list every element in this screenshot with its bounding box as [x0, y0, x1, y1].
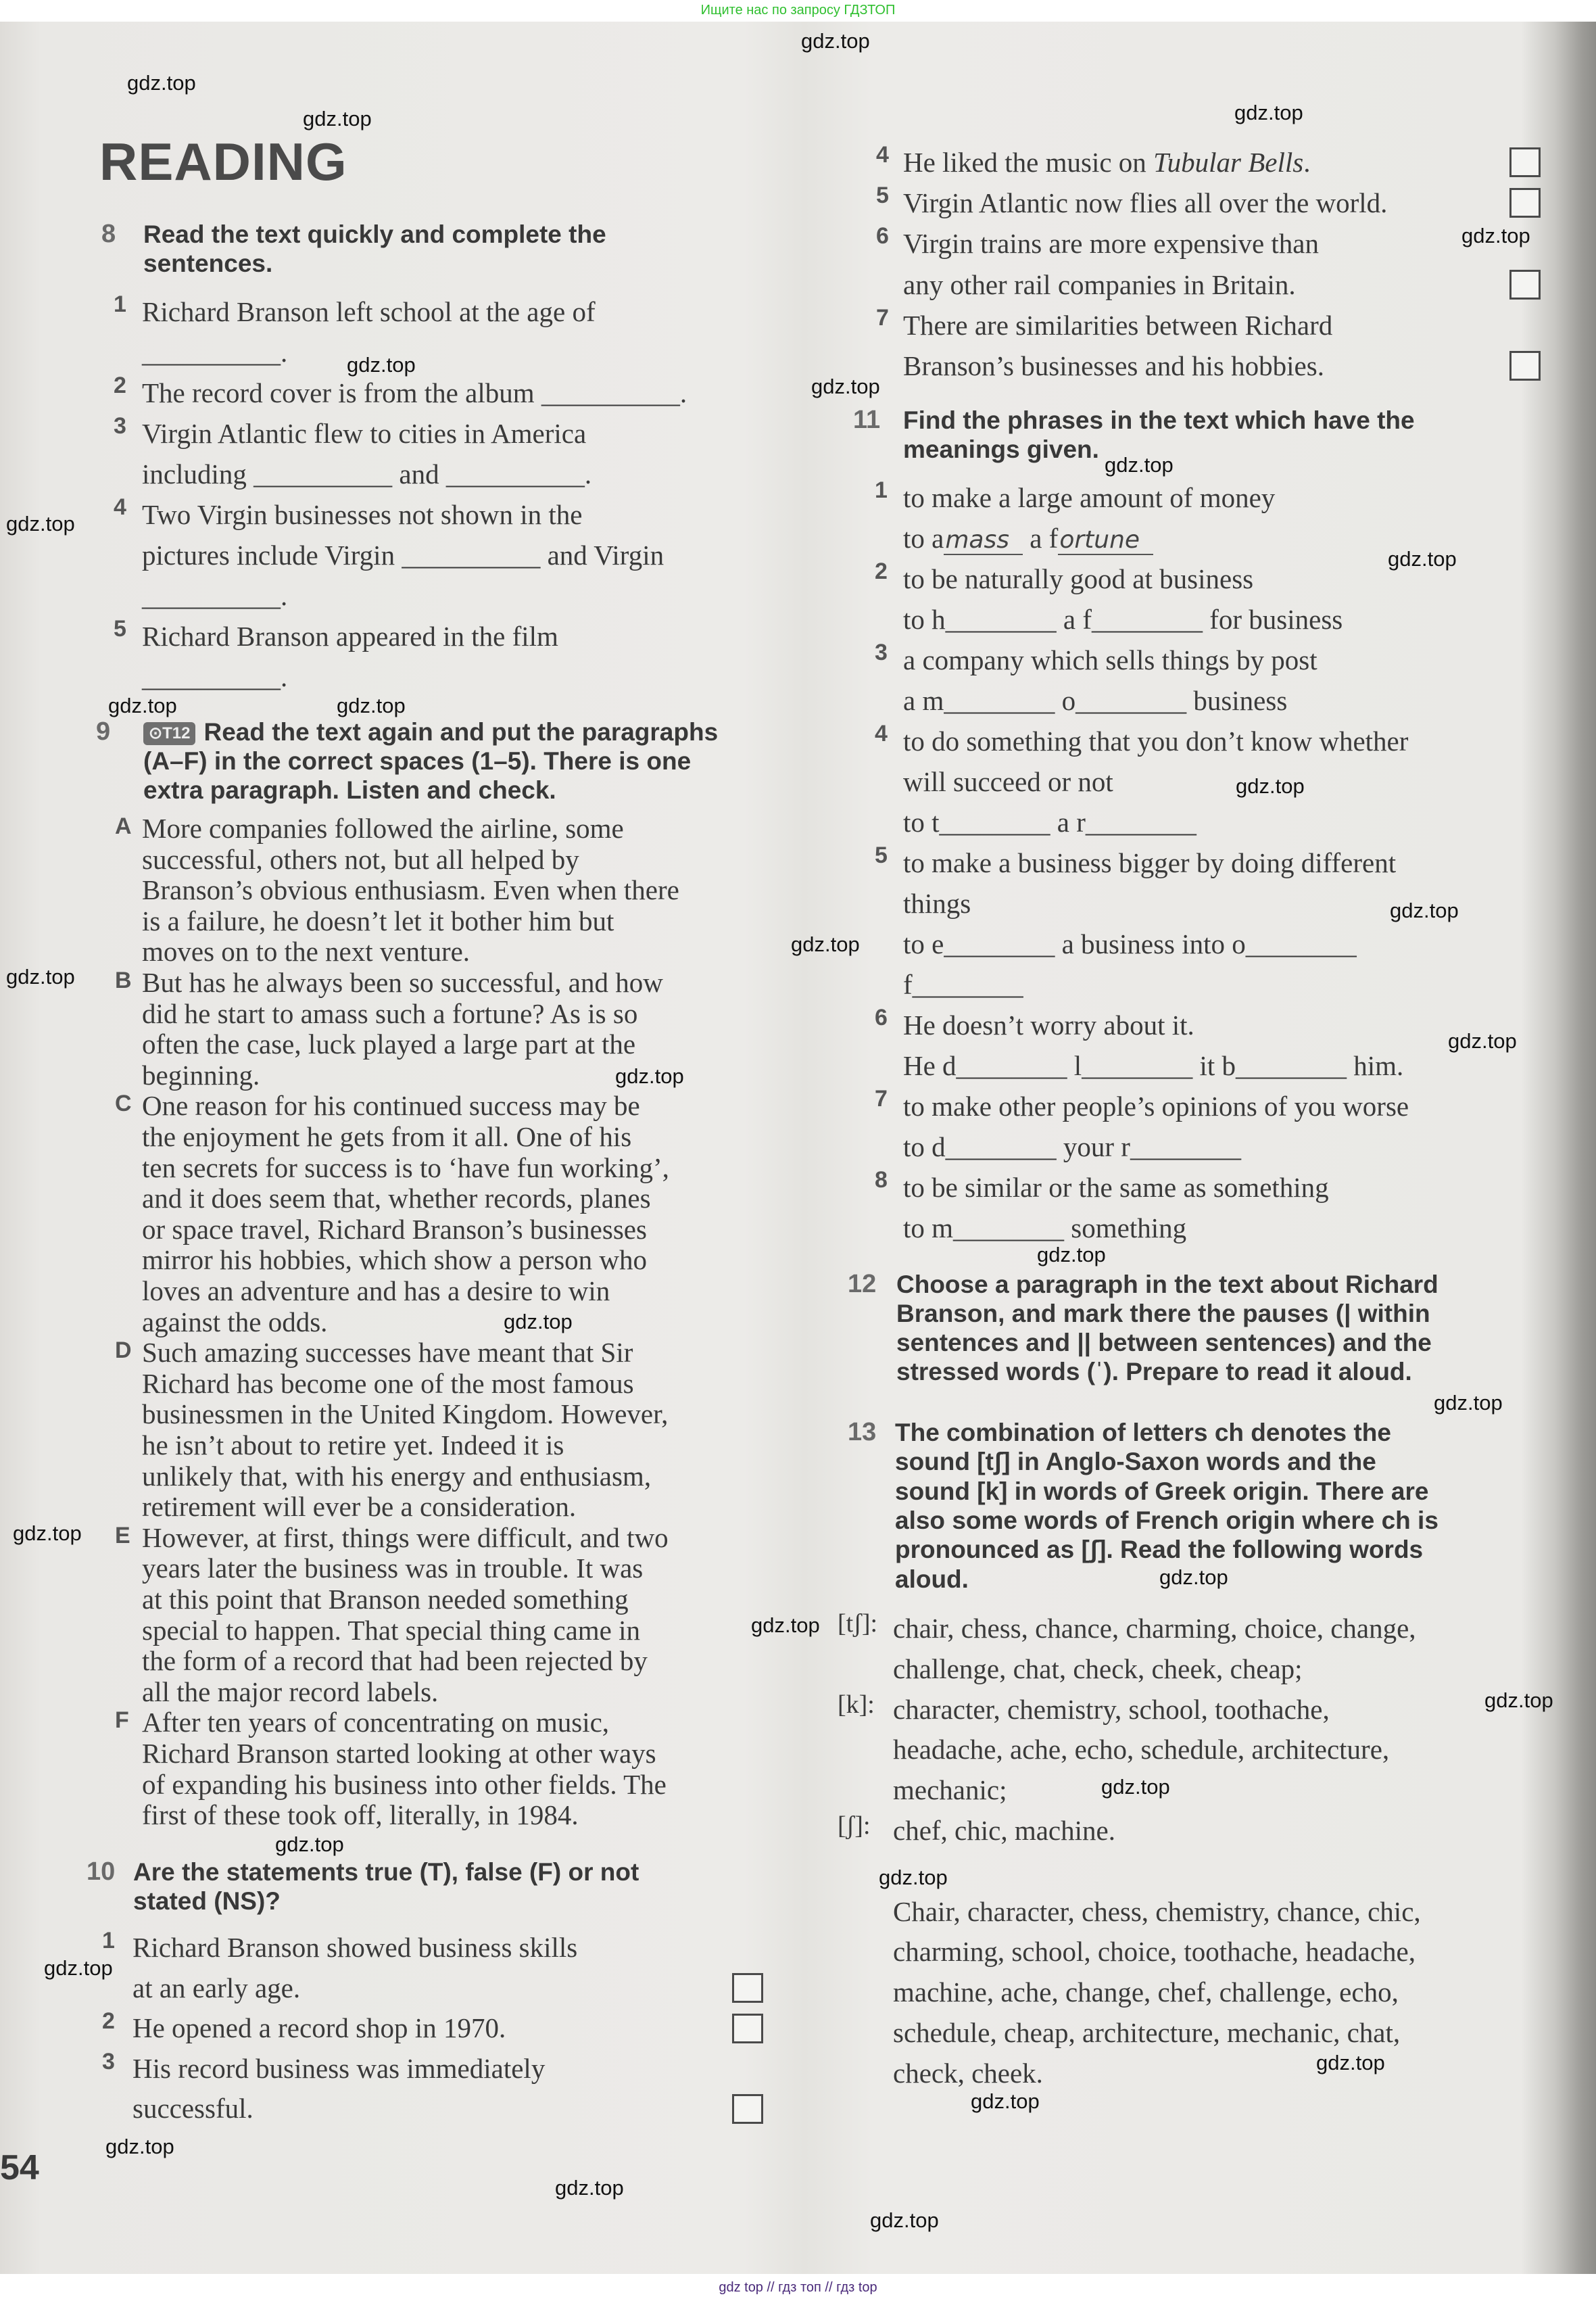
watermark: gdz.top: [13, 1521, 82, 1545]
text-line: [142, 1029, 635, 1060]
item-text: to do something that you don’t know whether: [903, 726, 1409, 757]
item-text: special to happen. That special thing came in: [142, 1614, 640, 1646]
heading-text: sound [tʃ] in Anglo-Saxon words and the: [895, 1448, 1376, 1476]
item-text: Richard Branson started looking at other ways: [142, 1738, 656, 1769]
text-line: [142, 1738, 656, 1770]
item-text: he isn’t about to retire yet. Indeed it is: [142, 1429, 564, 1461]
watermark: gdz.top: [1159, 1565, 1228, 1589]
item-number: 5: [114, 616, 126, 642]
text-line: [875, 1167, 1329, 1208]
text-line: [903, 599, 1343, 640]
exercise-number: 11: [853, 406, 881, 434]
watermark: gdz.top: [1388, 547, 1457, 571]
text-line: [896, 1299, 1430, 1328]
item-text: Richard Branson left school at the age of: [142, 296, 596, 327]
heading-text: sentences and || between sentences) and the: [896, 1329, 1432, 1356]
sound-label: [tʃ]:: [838, 1609, 878, 1638]
text-line: [893, 1730, 1389, 1770]
item-number: A: [115, 813, 132, 839]
text-line: [903, 761, 1113, 802]
item-text: One reason for his continued success may be: [142, 1090, 640, 1122]
item-text: will succeed or not: [903, 766, 1113, 797]
text-line: [903, 518, 1153, 559]
watermark: gdz.top: [44, 1956, 113, 1980]
item-text: years later the business was in trouble. It was: [142, 1552, 644, 1584]
watermark: gdz.top: [801, 29, 870, 53]
text-line: [132, 2089, 253, 2129]
item-text: Virgin trains are more expensive than: [903, 228, 1319, 260]
heading-text: Branson, and mark there the pauses (| within: [896, 1300, 1430, 1327]
text-line: [903, 1126, 1241, 1167]
text-line: [903, 435, 1099, 464]
text-line: [142, 1461, 651, 1492]
item-text: at an early age.: [132, 1972, 301, 2003]
text-line: [142, 454, 591, 494]
item-text: against the odds.: [142, 1306, 328, 1337]
text-line: [903, 1208, 1186, 1248]
watermark: gdz.top: [275, 1832, 344, 1856]
item-text: The record cover is from the album __________.: [142, 377, 687, 408]
item-text: Such amazing successes have meant that Sir: [142, 1337, 633, 1369]
item-text: to a: [903, 523, 944, 554]
text-line: [142, 1060, 260, 1091]
text-line: [903, 802, 1196, 843]
item-text: Branson’s businesses and his hobbies.: [903, 350, 1324, 381]
text-line: [115, 1707, 610, 1738]
item-text: is a failure, he doesn’t let it bother him but: [142, 905, 614, 936]
item-text: and it does seem that, whether records, planes: [142, 1183, 651, 1214]
item-text: unlikely that, with his energy and enthusiasm,: [142, 1460, 652, 1492]
watermark: gdz.top: [751, 1613, 820, 1637]
item-number: 4: [875, 721, 888, 746]
watermark: gdz.top: [108, 694, 177, 717]
italic-title: Tubular Bells: [1153, 147, 1304, 178]
heading-text: also some words of French origin where ch is: [895, 1506, 1438, 1534]
item-text: He d________ l________ it b________ him.: [903, 1050, 1404, 1081]
item-number: B: [115, 968, 132, 993]
item-text: to make a business bigger by doing different: [903, 847, 1397, 878]
text-line: [142, 1153, 669, 1184]
item-text: to d________ your r________: [903, 1131, 1241, 1162]
answer-checkbox[interactable]: [1509, 188, 1541, 218]
item-text: to h________ a f________ for business: [903, 604, 1343, 635]
item-text: a m________ o________ business: [903, 685, 1288, 716]
text-line: [114, 291, 596, 332]
answer-checkbox[interactable]: [732, 2094, 763, 2124]
watermark: gdz.top: [6, 512, 75, 536]
heading-text: The combination of letters ch denotes the: [895, 1419, 1391, 1446]
heading-text: aloud.: [895, 1565, 969, 1593]
item-number: 3: [875, 640, 888, 665]
item-text: f________: [903, 969, 1023, 1000]
item-text: businessmen in the United Kingdom. However,: [142, 1398, 669, 1430]
text-line: [875, 640, 1317, 680]
watermark: gdz.top: [1105, 453, 1174, 477]
item-text: often the case, luck played a large part at the: [142, 1028, 636, 1060]
text-line: [114, 494, 583, 535]
text-line: [142, 575, 287, 616]
watermark: gdz.top: [615, 1064, 684, 1088]
item-number: 5: [875, 843, 888, 868]
text-line: [903, 406, 1415, 435]
watermark: gdz.top: [105, 2135, 174, 2158]
item-text: the form of a record that had been rejected by: [142, 1645, 648, 1677]
item-text: to m________ something: [903, 1212, 1187, 1243]
item-text: successful, others not, but all helped by: [142, 843, 579, 875]
item-text: However, at first, things were difficult, and two: [142, 1521, 669, 1553]
text-line: [142, 845, 579, 876]
item-number: 4: [114, 494, 126, 520]
item-text: ten secrets for success is to ‘have fun working’,: [142, 1152, 669, 1183]
watermark: gdz.top: [347, 353, 416, 377]
item-number: 5: [876, 183, 889, 209]
watermark: gdz.top: [1234, 101, 1303, 124]
item-text: mirror his hobbies, which show a person who: [142, 1244, 648, 1276]
text-line: [143, 746, 691, 776]
item-number: F: [115, 1707, 129, 1734]
item-text: machine, ache, change, chef, challenge, echo,: [893, 1976, 1399, 2008]
watermark: gdz.top: [791, 932, 860, 956]
text-line: [903, 883, 971, 924]
item-number: 3: [114, 413, 126, 439]
watermark: gdz.top: [6, 965, 75, 989]
text-line: [903, 346, 1324, 386]
text-line: [875, 843, 1397, 883]
text-line: [142, 1399, 668, 1430]
text-line: [896, 1357, 1412, 1386]
section-title: READING: [99, 132, 347, 191]
item-text: Virgin Atlantic flew to cities in America: [142, 418, 587, 449]
item-text: loves an adventure and has a desire to win: [142, 1275, 610, 1306]
text-line: [115, 967, 663, 999]
text-line: [875, 1086, 1409, 1126]
text-line: [903, 964, 1023, 1005]
item-text: There are similarities between Richard: [903, 309, 1333, 341]
item-text: Virgin Atlantic now flies all over the world.: [903, 187, 1388, 219]
text-line: [838, 1811, 1115, 1851]
item-text: chef, chic, machine.: [893, 1815, 1115, 1846]
watermark: gdz.top: [1448, 1029, 1517, 1053]
text-line: [142, 1307, 327, 1338]
watermark: gdz.top: [303, 107, 372, 131]
item-number: 7: [876, 304, 889, 331]
item-number: 2: [875, 559, 888, 584]
exercise-number: 12: [848, 1270, 877, 1298]
text-line: [895, 1418, 1391, 1447]
audio-track-badge: ⊙T12: [143, 722, 195, 745]
item-text: Two Virgin businesses not shown in the: [142, 499, 583, 530]
text-line: [142, 1677, 438, 1708]
heading-text: Read the text again and put the paragraphs: [203, 718, 719, 746]
exercise-number: 13: [848, 1418, 877, 1446]
item-text: the enjoyment he gets from it all. One of his: [142, 1121, 632, 1152]
text-line: [876, 304, 1333, 346]
handwritten-answer[interactable]: ortune: [1058, 526, 1153, 555]
text-line: [114, 616, 558, 657]
exercise-number: 8: [101, 220, 116, 248]
watermark: gdz.top: [879, 1866, 948, 1889]
item-text: a f: [1022, 523, 1059, 554]
text-line: [142, 1183, 651, 1214]
watermark: gdz.top: [1390, 899, 1459, 922]
heading-text: (A–F) in the correct spaces (1–5). There is one: [143, 747, 692, 775]
text-line: [875, 721, 1409, 761]
heading-text: sentences.: [143, 250, 273, 277]
watermark: gdz.top: [870, 2208, 939, 2232]
item-text: He doesn’t worry about it.: [903, 1010, 1194, 1041]
item-text: Richard Branson showed business skills: [132, 1932, 578, 1963]
text-line: [876, 223, 1319, 264]
heading-text: Find the phrases in the text which have the: [903, 406, 1415, 434]
item-text: a company which sells things by post: [903, 644, 1317, 675]
item-text: all the major record labels.: [142, 1676, 439, 1707]
text-line: [895, 1447, 1376, 1476]
item-text: beginning.: [142, 1059, 260, 1091]
item-text: schedule, cheap, architecture, mechanic, chat,: [893, 2017, 1401, 2048]
item-text: character, chemistry, school, toothache,: [893, 1693, 1330, 1725]
text-line: [142, 1369, 634, 1400]
watermark: gdz.top: [337, 694, 406, 717]
item-number: E: [115, 1522, 130, 1548]
text-line: [102, 1928, 578, 1968]
item-text: to e________ a business into o________: [903, 928, 1357, 959]
heading-text: Read the text quickly and complete the: [143, 220, 606, 248]
exercise-number: 9: [96, 717, 111, 746]
item-text: .: [1303, 147, 1311, 178]
watermark: gdz.top: [127, 71, 196, 95]
text-line: [895, 1477, 1428, 1506]
text-line: [142, 1770, 667, 1801]
text-line: [142, 906, 614, 937]
answer-checkbox[interactable]: [1509, 351, 1541, 381]
text-line: [143, 717, 718, 746]
text-line: [143, 249, 272, 278]
text-line: [142, 1122, 631, 1153]
item-text: to make other people’s opinions of you worse: [903, 1091, 1409, 1122]
item-number: 1: [875, 477, 888, 503]
answer-checkbox[interactable]: [1509, 270, 1541, 300]
item-text: He liked the music on: [903, 147, 1154, 178]
text-line: [876, 183, 1388, 223]
text-line: [893, 1932, 1416, 1972]
text-line: [876, 142, 1311, 183]
text-line: [115, 1337, 633, 1369]
watermark: gdz.top: [971, 2089, 1040, 2113]
text-line: [142, 1553, 643, 1584]
text-line: [143, 776, 556, 805]
item-text: to be naturally good at business: [903, 563, 1254, 594]
watermark: gdz.top: [811, 375, 880, 398]
item-text: pictures include Virgin __________ and Virgin: [142, 540, 664, 571]
text-line: [102, 2008, 506, 2049]
text-line: [838, 1690, 1330, 1730]
item-text: challenge, chat, check, cheek, cheap;: [893, 1653, 1303, 1684]
text-line: [896, 1328, 1432, 1357]
answer-checkbox[interactable]: [732, 2014, 763, 2043]
text-line: [875, 477, 1276, 518]
item-text: to make a large amount of money: [903, 482, 1276, 513]
item-text: chair, chess, chance, charming, choice, change,: [893, 1613, 1416, 1644]
heading-text: stressed words (ˈ). Prepare to read it aloud.: [896, 1358, 1412, 1385]
item-text: retirement will ever be a consideration.: [142, 1491, 577, 1523]
bottom-banner: gdz top // гдз топ // гдз top: [719, 2280, 877, 2295]
page-number: 54: [0, 2148, 39, 2187]
text-line: [114, 373, 687, 413]
text-line: [895, 1565, 969, 1594]
item-text: of expanding his business into other fields. The: [142, 1768, 667, 1800]
text-line: [142, 1245, 647, 1276]
text-line: [115, 1521, 669, 1554]
item-number: 3: [102, 2048, 115, 2074]
item-text: including __________ and __________.: [142, 458, 592, 490]
text-line: [142, 332, 287, 373]
item-text: to be similar or the same as something: [903, 1172, 1329, 1203]
text-line: [132, 1968, 300, 2009]
item-text: any other rail companies in Britain.: [903, 268, 1296, 300]
text-line: [142, 875, 679, 906]
text-line: [893, 1892, 1421, 1932]
item-text: His record business was immediately: [132, 2052, 546, 2084]
watermark: gdz.top: [1037, 1243, 1106, 1266]
item-number: 1: [102, 1928, 115, 1953]
item-text: did he start to amass such a fortune? As is so: [142, 997, 638, 1029]
text-line: [903, 680, 1287, 721]
top-banner: Ищите нас по запросу ГДЗТОП: [700, 3, 896, 18]
item-text: headache, ache, echo, schedule, architecture,: [893, 1734, 1390, 1765]
item-number: 7: [875, 1086, 888, 1112]
text-line: [838, 1609, 1416, 1649]
text-line: [142, 1276, 610, 1307]
watermark: gdz.top: [1484, 1688, 1553, 1712]
item-text: __________.: [142, 580, 288, 611]
text-line: [903, 924, 1357, 964]
text-line: [142, 1584, 629, 1615]
item-number: 4: [876, 142, 889, 168]
text-line: [142, 1800, 579, 1831]
text-line: [903, 264, 1296, 305]
item-text: After ten years of concentrating on music,: [142, 1707, 610, 1738]
handwritten-answer[interactable]: mass: [944, 526, 1023, 555]
text-line: [102, 2048, 546, 2089]
item-number: 2: [102, 2008, 115, 2035]
item-number: 6: [876, 223, 889, 250]
text-line: [875, 559, 1254, 599]
item-text: successful.: [132, 2093, 253, 2125]
sound-label: [ʃ]:: [838, 1811, 871, 1840]
watermark: gdz.top: [504, 1310, 573, 1333]
watermark: gdz.top: [1101, 1775, 1170, 1799]
answer-checkbox[interactable]: [732, 1973, 763, 2003]
item-text: moves on to the next venture.: [142, 936, 470, 968]
heading-text: meanings given.: [903, 435, 1099, 463]
item-text: to t________ a r________: [903, 807, 1196, 838]
item-text: charming, school, choice, toothache, headache,: [893, 1936, 1416, 1968]
item-number: 1: [114, 291, 126, 317]
watermark: gdz.top: [1434, 1391, 1503, 1415]
text-line: [893, 2054, 1043, 2094]
item-text: mechanic;: [893, 1774, 1007, 1806]
text-line: [903, 1045, 1403, 1086]
item-text: Chair, character, chess, chemistry, chance, chic,: [893, 1895, 1421, 1927]
text-line: [895, 1535, 1423, 1564]
item-text: __________.: [142, 661, 288, 692]
item-text: But has he always been so successful, and how: [142, 967, 663, 998]
item-text: Richard Branson appeared in the film: [142, 621, 558, 652]
text-line: [895, 1506, 1438, 1535]
heading-text: stated (NS)?: [133, 1887, 281, 1915]
text-line: [142, 1492, 576, 1523]
text-line: [142, 1430, 564, 1461]
text-line: [115, 1090, 640, 1122]
text-line: [143, 220, 606, 249]
item-text: at this point that Branson needed something: [142, 1584, 629, 1615]
heading-text: pronounced as [ʃ]. Read the following words: [895, 1536, 1424, 1564]
text-line: [142, 1214, 647, 1246]
text-line: [142, 999, 637, 1030]
watermark: gdz.top: [1236, 774, 1305, 798]
watermark: gdz.top: [1316, 2051, 1385, 2074]
item-number: D: [115, 1337, 132, 1364]
text-line: [875, 1005, 1194, 1045]
item-text: More companies followed the airline, some: [142, 813, 624, 844]
heading-text: Are the statements true (T), false (F) or not: [133, 1858, 639, 1886]
item-text: things: [903, 888, 971, 919]
item-number: 8: [875, 1167, 888, 1193]
watermark: gdz.top: [555, 2176, 624, 2200]
item-text: or space travel, Richard Branson’s businesses: [142, 1213, 647, 1245]
item-text: check, cheek.: [893, 2057, 1043, 2089]
item-number: 2: [114, 373, 126, 398]
text-line: [142, 535, 664, 575]
item-text: first of these took off, literally, in 1984.: [142, 1799, 579, 1831]
text-line: [133, 1887, 281, 1916]
item-text: __________.: [142, 337, 288, 368]
text-line: [142, 657, 287, 697]
heading-text: extra paragraph. Listen and check.: [143, 776, 556, 804]
watermark: gdz.top: [1461, 224, 1530, 247]
text-line: [893, 1770, 1007, 1811]
text-line: [893, 1649, 1303, 1690]
item-text: Branson’s obvious enthusiasm. Even when there: [142, 874, 679, 906]
text-line: [896, 1270, 1438, 1299]
text-line: [114, 413, 587, 454]
text-line: [133, 1857, 639, 1887]
text-line: [893, 2013, 1400, 2054]
item-text: He opened a record shop in 1970.: [132, 2012, 506, 2044]
item-number: C: [115, 1091, 132, 1117]
sound-label: [k]:: [838, 1690, 875, 1719]
heading-text: sound [k] in words of Greek origin. There are: [895, 1477, 1429, 1505]
text-line: [893, 1972, 1399, 2013]
item-number: 6: [875, 1005, 888, 1030]
text-line: [115, 813, 624, 845]
text-line: [142, 936, 470, 968]
item-text: Richard has become one of the most famous: [142, 1367, 634, 1399]
text-line: [142, 1646, 648, 1677]
heading-text: Choose a paragraph in the text about Richard: [896, 1271, 1438, 1298]
text-line: [142, 1615, 640, 1646]
exercise-number: 10: [87, 1857, 116, 1886]
answer-checkbox[interactable]: [1509, 147, 1541, 177]
